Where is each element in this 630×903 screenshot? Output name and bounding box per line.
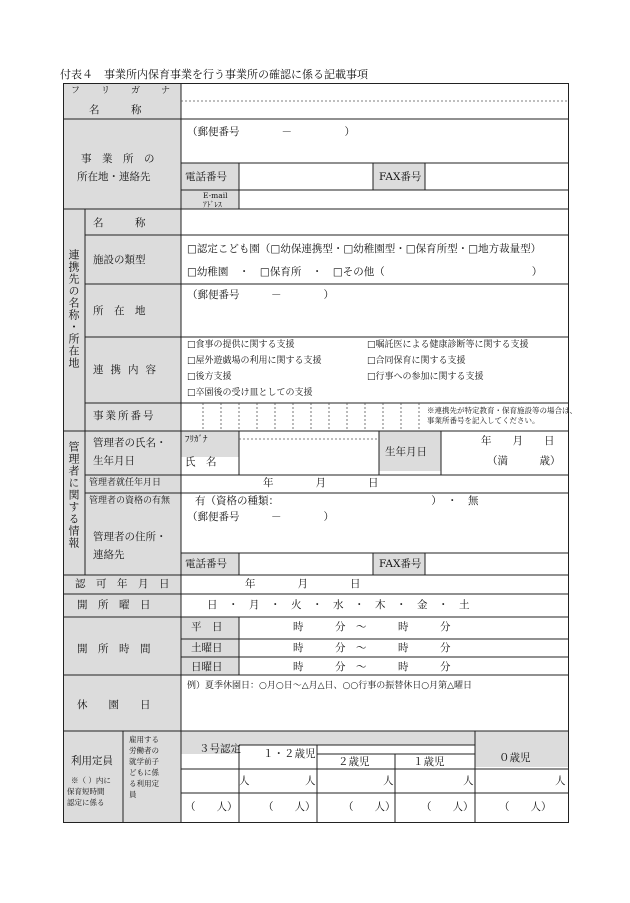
partner-content-item: □合同保育に関する支援 — [367, 356, 466, 366]
capacity-paren: （ 人） — [185, 801, 238, 813]
manager-tel-label: 電話番号 — [185, 558, 227, 570]
capacity-type3: ３号認定 — [199, 743, 241, 755]
capacity-sub-label: 雇用する — [129, 735, 159, 744]
partner-content-item: □後方支援 — [187, 372, 232, 382]
partner-content-item: □行事への参加に関する支援 — [367, 372, 484, 382]
confirmation-form — [63, 83, 577, 823]
manager-side-label: 管理者に関する情報 — [67, 441, 80, 549]
partner-type-label: 施設の類型 — [93, 254, 146, 266]
capacity-sub-label: 員 — [129, 790, 137, 799]
capacity-col-2: ２歳児 — [338, 756, 370, 768]
capacity-sub-label: 就学前子 — [129, 757, 159, 766]
manager-addr-label-1: 管理者の住所・ — [93, 531, 167, 543]
manager-since-label: 管理者就任年月日 — [89, 478, 162, 488]
holidays-example: 例）夏季休園日：○月○日～△月△日、○○行事の振替休日○月第△曜日 — [187, 681, 473, 691]
manager-since-value: 年 月 日 — [263, 477, 379, 489]
capacity-sub-label: る利用定 — [129, 779, 159, 788]
capacity-note-3: 認定に係る — [67, 798, 105, 807]
capacity-unit: 人 — [383, 775, 394, 787]
partner-address-label: 所 在 地 — [93, 305, 146, 317]
partner-number-label: 事業所番号 — [93, 410, 156, 422]
open-days-value: 日 ・ 月 ・ 火 ・ 水 ・ 木 ・ 金 ・ 土 — [207, 599, 470, 611]
hours-time: 時 分 ～ 時 分 — [293, 642, 451, 654]
capacity-unit: 人 — [463, 775, 474, 787]
capacity-paren: （ 人） — [499, 801, 552, 813]
manager-qual-value: 有（資格の種類： ） ・ 無 — [195, 495, 479, 507]
page-title: 付表４ 事業所内保育事業を行う事業所の確認に係る記載事項 — [60, 68, 368, 81]
hours-time: 時 分 ～ 時 分 — [293, 661, 451, 673]
hours-day: 日曜日 — [191, 661, 223, 673]
manager-fax-label: FAX番号 — [379, 558, 422, 570]
manager-birth-value: 年 月 日 — [481, 435, 555, 447]
capacity-note-1: ※（ ）内に — [71, 776, 111, 785]
partner-content-item: □食事の提供に関する支援 — [187, 340, 295, 350]
manager-qual-label: 管理者の資格の有無 — [89, 496, 171, 506]
hours-day: 平 日 — [191, 621, 223, 633]
office-email-label-2: ｱﾄﾞﾚｽ — [203, 200, 222, 209]
office-address-label-1: 事 業 所 の — [81, 153, 155, 165]
manager-birth-label: 生年月日 — [385, 446, 427, 458]
capacity-label: 利用定員 — [71, 755, 113, 767]
office-furigana-label: フ リ ガ ナ — [71, 86, 177, 96]
manager-postal: （郵便番号 － ） — [187, 511, 334, 523]
open-days-label: 開 所 曜 日 — [77, 599, 151, 611]
manager-furigana: ﾌﾘｶﾞﾅ — [185, 435, 208, 445]
partner-name-label: 名 称 — [93, 217, 146, 229]
capacity-paren: （ 人） — [343, 801, 396, 813]
approval-label: 認 可 年 月 日 — [75, 578, 170, 590]
manager-name-label-2: 生年月日 — [93, 455, 135, 467]
hours-time: 時 分 ～ 時 分 — [293, 621, 451, 633]
capacity-unit: 人 — [305, 775, 316, 787]
partner-content-item: □嘱託医による健康診断等に関する支援 — [367, 340, 529, 350]
office-postal: （郵便番号 － ） — [187, 126, 355, 138]
capacity-paren: （ 人） — [263, 801, 316, 813]
manager-addr-label-2: 連絡先 — [93, 549, 125, 561]
manager-name-label-1: 管理者の氏名・ — [93, 437, 167, 449]
form-grid — [63, 83, 569, 823]
manager-shimei: 氏 名 — [185, 456, 217, 468]
partner-content-label: 連携内容 — [93, 364, 163, 376]
partner-number-note-1: ※連携先が特定教育・保育施設等の場合は、 — [427, 406, 577, 415]
partner-side-label: 連携先の名称・所在地 — [67, 249, 80, 369]
holidays-label: 休 園 日 — [77, 699, 151, 711]
capacity-col-1: １歳児 — [413, 756, 445, 768]
capacity-note-2: 保育短時間 — [67, 787, 105, 796]
open-hours-label: 開 所 時 間 — [77, 643, 151, 655]
office-email-label-1: E-mail — [203, 191, 228, 200]
partner-content-item: □屋外遊戯場の利用に関する支援 — [187, 356, 322, 366]
capacity-sub-label: 労働者の — [129, 746, 159, 755]
capacity-sub-label: どもに係 — [129, 768, 159, 777]
office-name-label: 名 称 — [89, 104, 142, 116]
capacity-unit: 人 — [555, 775, 566, 787]
capacity-paren: （ 人） — [421, 801, 474, 813]
hours-day: 土曜日 — [191, 642, 223, 654]
office-fax-label: FAX番号 — [379, 171, 422, 183]
partner-type-line-1: □認定こども園（□幼保連携型・□幼稚園型・□保育所型・□地方裁量型） — [187, 243, 542, 255]
partner-number-note-2: 事業所番号を記入してください。 — [427, 416, 540, 425]
office-tel-label: 電話番号 — [185, 171, 227, 183]
capacity-col-0: ０歳児 — [499, 752, 531, 764]
approval-value: 年 月 日 — [245, 578, 361, 590]
capacity-unit: 人 — [239, 775, 250, 787]
partner-postal: （郵便番号 － ） — [187, 289, 334, 301]
manager-age: （満 歳） — [487, 455, 561, 467]
partner-content-item: □卒園後の受け皿としての支援 — [187, 388, 313, 398]
capacity-col-12: １・２歳児 — [263, 748, 316, 760]
partner-type-line-2: □幼稚園 ・ □保育所 ・ □その他（ ） — [187, 266, 543, 278]
office-address-label-2: 所在地・連絡先 — [77, 171, 151, 183]
